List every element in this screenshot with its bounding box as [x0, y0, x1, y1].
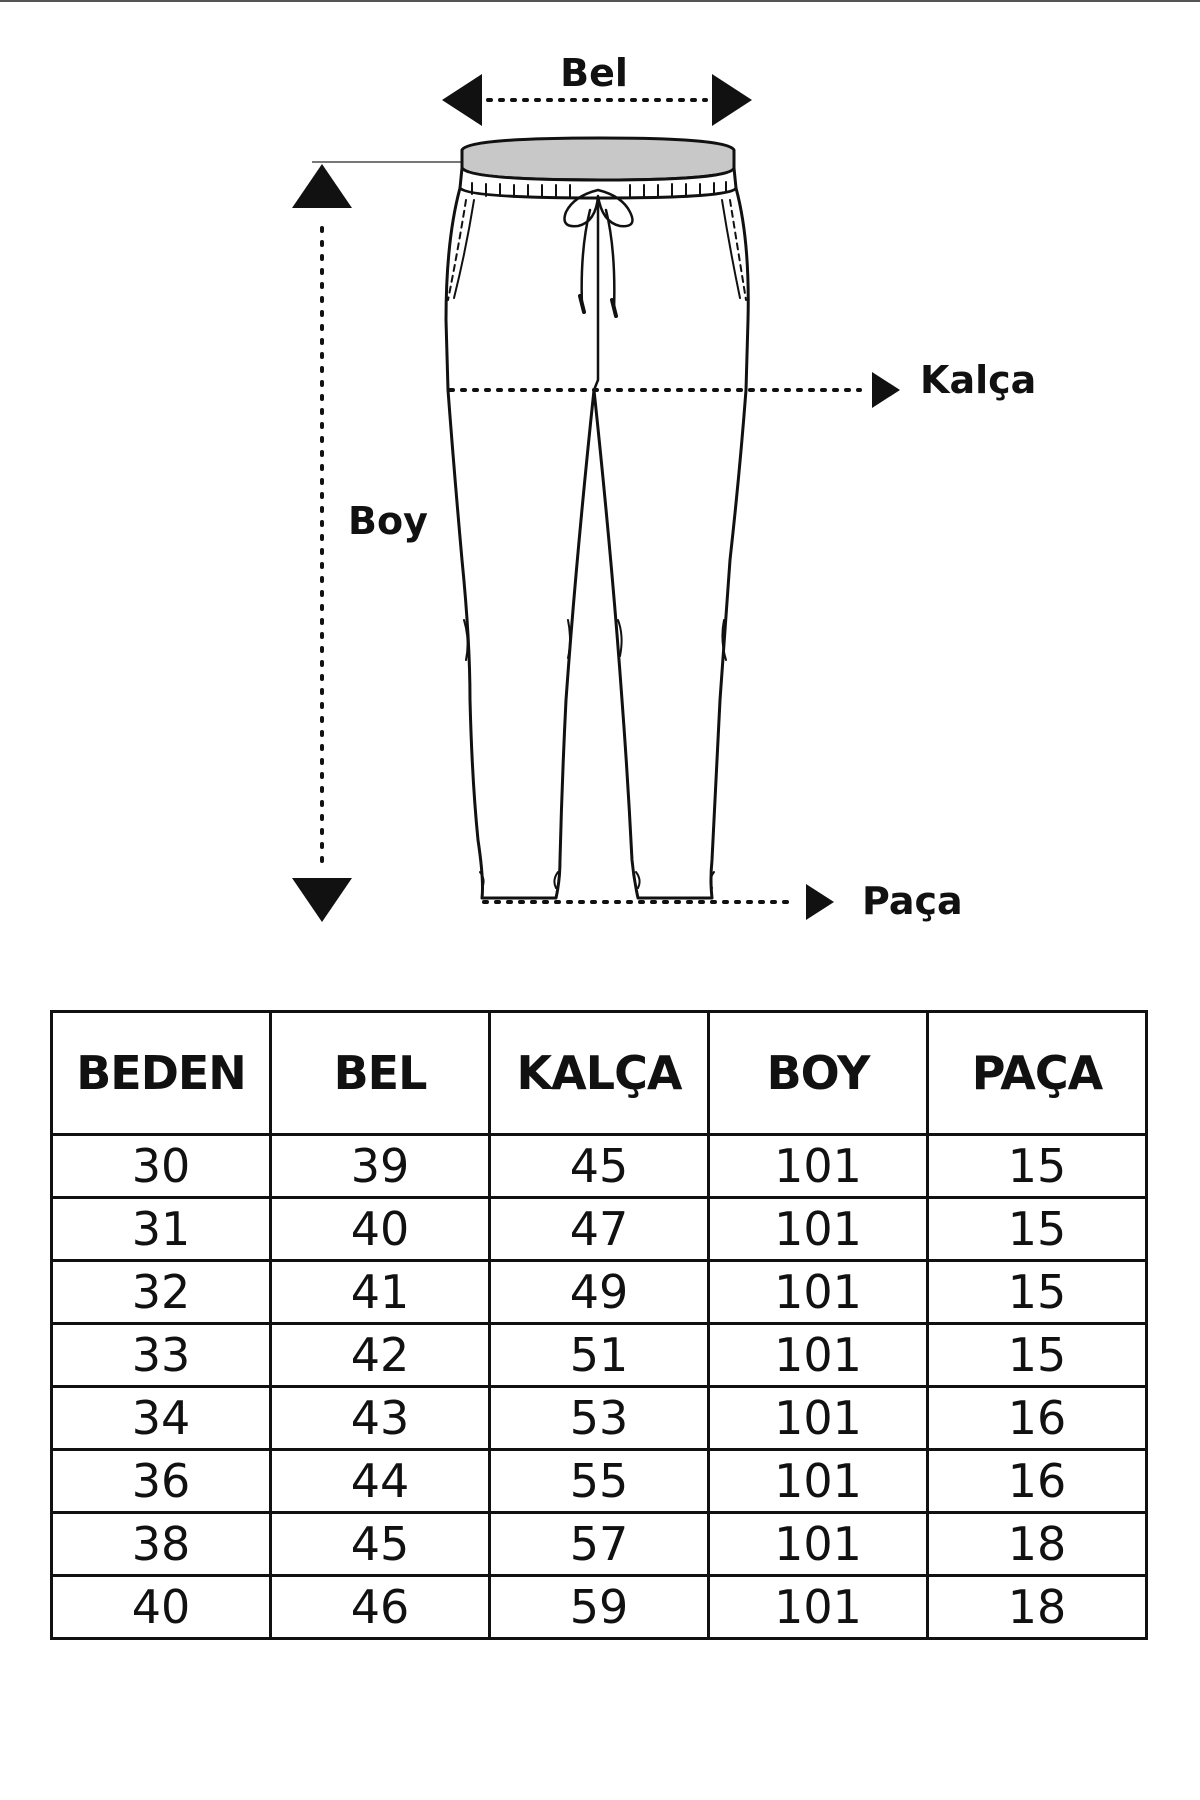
- cell-length: 101: [709, 1261, 928, 1324]
- table-row: [52, 1135, 1147, 1198]
- cell-hem: 15: [928, 1324, 1147, 1387]
- arrow-left-icon: [442, 74, 482, 126]
- cell-size: 30: [52, 1135, 271, 1198]
- cell-hip: 51: [490, 1324, 709, 1387]
- hip-indicator: [450, 358, 1036, 408]
- cell-length: 101: [709, 1324, 928, 1387]
- cell-hem: 16: [928, 1450, 1147, 1513]
- header-waist: BEL: [271, 1012, 490, 1135]
- table-row: [52, 1324, 1147, 1387]
- cell-hip: 57: [490, 1513, 709, 1576]
- arrow-up-icon: [292, 164, 352, 208]
- cell-hip: 49: [490, 1261, 709, 1324]
- cell-hip: 55: [490, 1450, 709, 1513]
- length-indicator: [292, 162, 468, 922]
- cell-hip: 59: [490, 1576, 709, 1639]
- header-size: BEDEN: [52, 1012, 271, 1135]
- cell-hip: 45: [490, 1135, 709, 1198]
- cell-waist: 39: [271, 1135, 490, 1198]
- arrow-down-icon: [292, 878, 352, 922]
- cell-hip: 47: [490, 1198, 709, 1261]
- cell-waist: 44: [271, 1450, 490, 1513]
- cell-length: 101: [709, 1450, 928, 1513]
- cell-waist: 40: [271, 1198, 490, 1261]
- arrow-right-icon: [712, 74, 752, 126]
- table-row: [52, 1513, 1147, 1576]
- cell-waist: 43: [271, 1387, 490, 1450]
- waist-indicator: [442, 51, 752, 126]
- cell-hem: 15: [928, 1261, 1147, 1324]
- cell-hem: 15: [928, 1198, 1147, 1261]
- table-row: [52, 1387, 1147, 1450]
- cell-size: 31: [52, 1198, 271, 1261]
- cell-waist: 42: [271, 1324, 490, 1387]
- cell-size: 36: [52, 1450, 271, 1513]
- cell-hem: 18: [928, 1513, 1147, 1576]
- cell-hem: 18: [928, 1576, 1147, 1639]
- cell-size: 34: [52, 1387, 271, 1450]
- cell-length: 101: [709, 1387, 928, 1450]
- cell-size: 32: [52, 1261, 271, 1324]
- cell-size: 33: [52, 1324, 271, 1387]
- arrow-right-icon: [806, 884, 834, 920]
- arrow-right-icon: [872, 372, 900, 408]
- cell-length: 101: [709, 1198, 928, 1261]
- cell-length: 101: [709, 1576, 928, 1639]
- table-row: [52, 1261, 1147, 1324]
- cell-length: 101: [709, 1135, 928, 1198]
- trousers-illustration: [446, 138, 748, 898]
- waist-label: Bel: [560, 51, 628, 95]
- cell-waist: 45: [271, 1513, 490, 1576]
- cell-length: 101: [709, 1513, 928, 1576]
- cell-hem: 15: [928, 1135, 1147, 1198]
- header-length: BOY: [709, 1012, 928, 1135]
- cell-hem: 16: [928, 1387, 1147, 1450]
- hip-label: Kalça: [920, 358, 1037, 402]
- header-hem: PAÇA: [928, 1012, 1147, 1135]
- table-row: [52, 1198, 1147, 1261]
- hem-label: Paça: [862, 879, 963, 923]
- cell-waist: 46: [271, 1576, 490, 1639]
- cell-size: 38: [52, 1513, 271, 1576]
- cell-hip: 53: [490, 1387, 709, 1450]
- cell-size: 40: [52, 1576, 271, 1639]
- waistband: [462, 138, 734, 180]
- table-row: [52, 1576, 1147, 1639]
- table-header-row: [52, 1012, 1147, 1135]
- size-chart-table: [50, 1010, 1148, 1640]
- cell-waist: 41: [271, 1261, 490, 1324]
- header-hip: KALÇA: [490, 1012, 709, 1135]
- table-row: [52, 1450, 1147, 1513]
- length-label: Boy: [348, 499, 428, 543]
